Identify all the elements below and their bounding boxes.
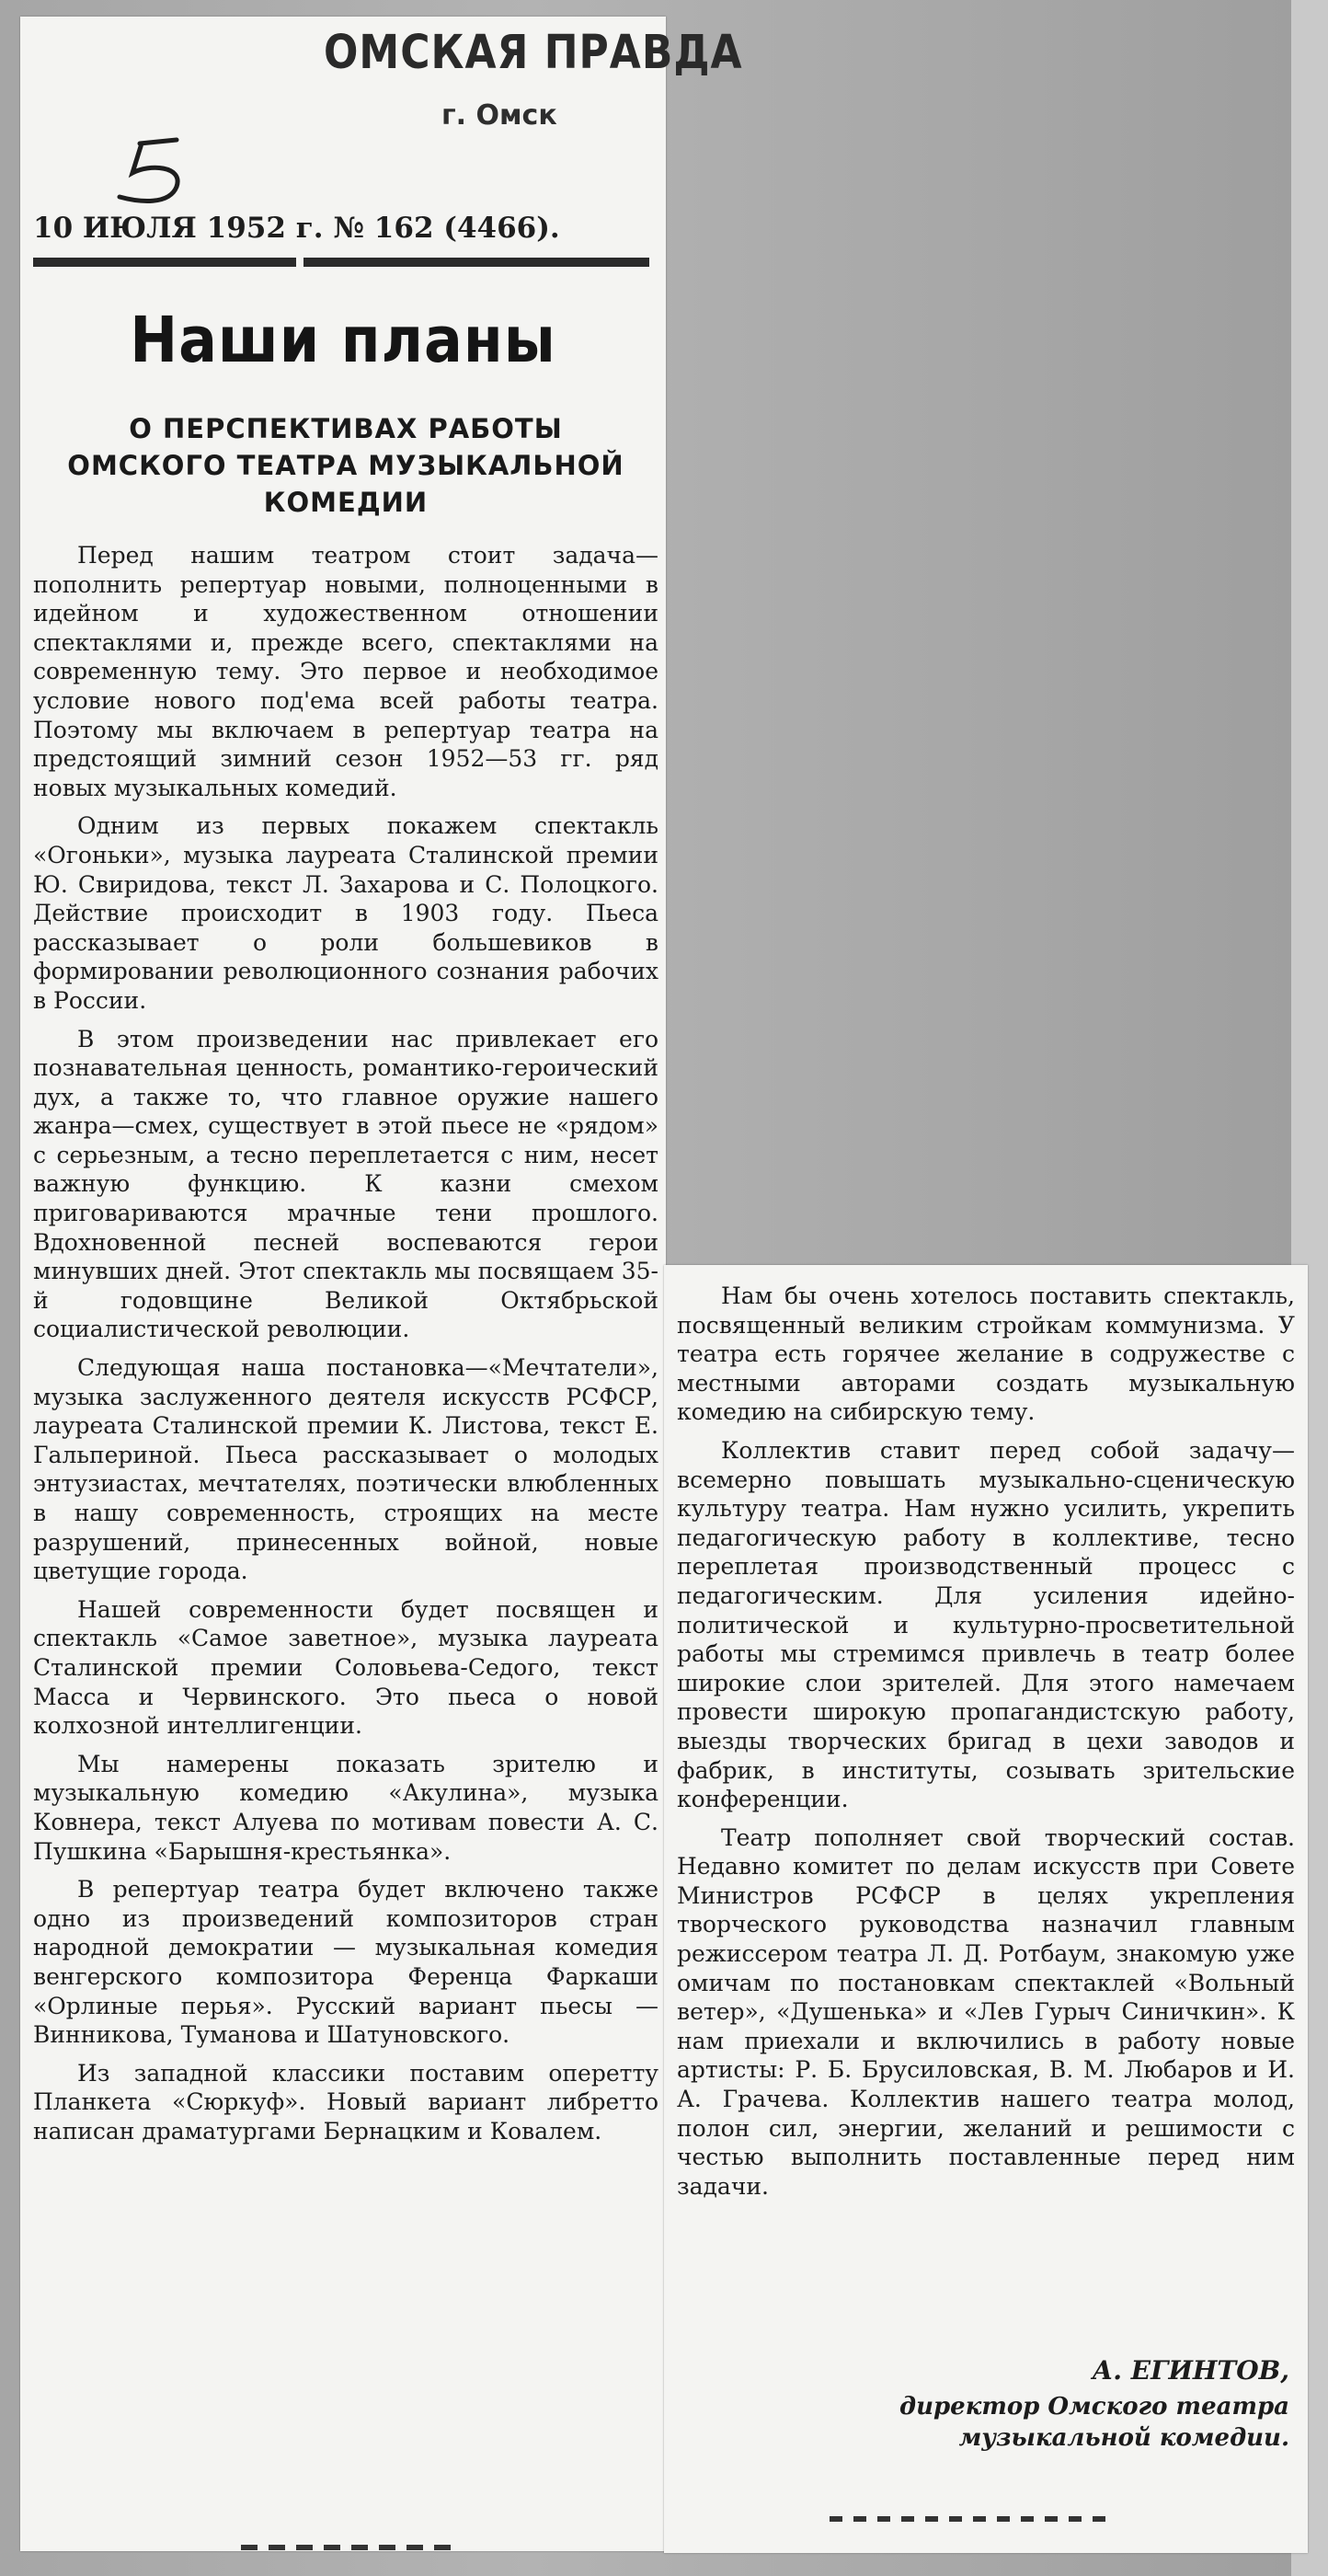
rule-break xyxy=(296,256,303,269)
paragraph: Театр пополняет свой творческий состав. Недавно комитет по делам искусств при Совете Министров РСФСР в целях укрепления творческого руководства назначил главным режиссером театра Л. Д. Ротбаум, знакомую уже омичам по постановкам спектаклей «Вольный ветер», «Душенька» и «Лев Гурыч Синичкин». К нам приехали и включились в работу новые артисты: Р. Б. Брусиловская, В. М. Любаров и И. А. Грачева. Коллектив нашего театра молод, полон сил, энергии, желаний и решимости с честью выполнить поставленные перед ним задачи. xyxy=(677,1823,1295,2200)
author-title-line: директор Омского театра xyxy=(899,2393,1289,2421)
column-end-rule xyxy=(830,2516,1105,2522)
author-title xyxy=(830,2391,1289,2454)
header-rule xyxy=(33,258,649,267)
paragraph: Одним из первых покажем спектакль «Огоньки», музыка лауреата Сталинской премии Ю. Свиридова, текст Л. Захарова и С. Полоцкого. Действие происходит в 1903 году. Пьеса рассказывает о роли большевиков в формировании революционного сознания рабочих в России. xyxy=(33,812,658,1014)
paragraph: В этом произведении нас привлекает его познавательная ценность, романтико-героический дух, а также то, что главное оружие нашего жанра—смех, существует в этой пьесе не «рядом» с серьезным, а тесно переплетается с ним, несет важную функцию. К казни смехом приговариваются мрачные тени прошлого. Вдохновенной песней воспеваются герои минувших дней. Этот спектакль мы посвящаем 35-й годовщине Великой Октябрьской социалистической революции. xyxy=(33,1025,658,1343)
paragraph: Коллектив ставит перед собой задачу—всемерно повышать музыкально-сценическую культуру театра. Нам нужно усилить, укрепить педагогическую работу в коллективе, тесно переплетая производственный процесс с педагогическим. Для усиления идейно-политической и культурно-просветительной работы мы стремимся привлечь в театр более широкие слои зрителей. Для этого намечаем провести широкую пропагандистскую работу, выезды творческих бригад в цехи заводов и фабрик, в институты, созывать зрительские конференции. xyxy=(677,1436,1295,1813)
issue-date-number: 10 ИЮЛЯ 1952 г. № 162 (4466). xyxy=(33,212,560,245)
paragraph: Перед нашим театром стоит задача—пополнить репертуар новыми, полноценными в идейном и художественном отношении спектаклями и, прежде всего, спектаклями на современную тему. Это первое и необходимое условие нового под'ема всей работы театра. Поэтому мы включаем в репертуар театра на предстоящий зимний сезон 1952—53 гг. ряд новых музыкальных комедий. xyxy=(33,542,658,801)
paragraph: Из западной классики поставим оперетту Планкета «Сюркуф». Новый вариант либретто написан драматургами Бернацким и Ковалем. xyxy=(33,2059,658,2145)
handwritten-mark xyxy=(112,136,204,210)
clipping-left xyxy=(20,17,743,2551)
subheading-line: ОМСКОГО ТЕАТРА МУЗЫКАЛЬНОЙ xyxy=(67,450,624,481)
subheading-line: КОМЕДИИ xyxy=(263,487,429,518)
paragraph: Мы намерены показать зрителю и музыкальную комедию «Акулина», музыка Ковнера, текст Алуева по мотивам повести А. С. Пушкина «Барышня-крестьянка». xyxy=(33,1750,658,1865)
article-column-left xyxy=(33,541,658,2155)
paragraph: Следующая наша постановка—«Мечтатели», музыка заслуженного деятеля искусств РСФСР, лауреата Сталинской премии К. Листова, текст Е. Гальпериной. Пьеса рассказывает о молодых энтузиастах, мечтателях, поэтически влюбленных в нашу современность, строящих на месте разрушений, принесенных войной, новые цветущие города. xyxy=(33,1354,658,1585)
newspaper-masthead: ОМСКАЯ ПРАВДА xyxy=(324,26,743,80)
author-title-line: музыкальной комедии. xyxy=(958,2424,1289,2452)
article-subheading xyxy=(33,410,658,521)
article-column-right xyxy=(677,1282,1295,2210)
clipping-right xyxy=(664,1265,1308,2553)
author-name: А. ЕГИНТОВ, xyxy=(1092,2355,1289,2386)
paragraph: В репертуар театра будет включено также одно из произведений композиторов стран народной демократии — музыкальная комедия венгерского композитора Ференца Фаркаши «Орлиные перья». Русский вариант пьесы — Винникова, Туманова и Шатуновского. xyxy=(33,1876,658,2049)
column-end-rule xyxy=(241,2545,452,2550)
subheading-line: О ПЕРСПЕКТИВАХ РАБОТЫ xyxy=(129,413,563,444)
article-headline: Наши планы xyxy=(130,303,556,377)
paragraph: Нашей современности будет посвящен и спектакль «Самое заветное», музыка лауреата Сталинской премии Соловьева-Седого, текст Масса и Червинского. Это пьеса о новой колхозной интеллигенции. xyxy=(33,1595,658,1740)
paragraph: Нам бы очень хотелось поставить спектакль, посвященный великим стройкам коммунизма. У театра есть горячее желание в содружестве с местными авторами создать музыкальную комедию на сибирскую тему. xyxy=(677,1282,1295,1426)
masthead-city: г. Омск xyxy=(441,99,557,132)
